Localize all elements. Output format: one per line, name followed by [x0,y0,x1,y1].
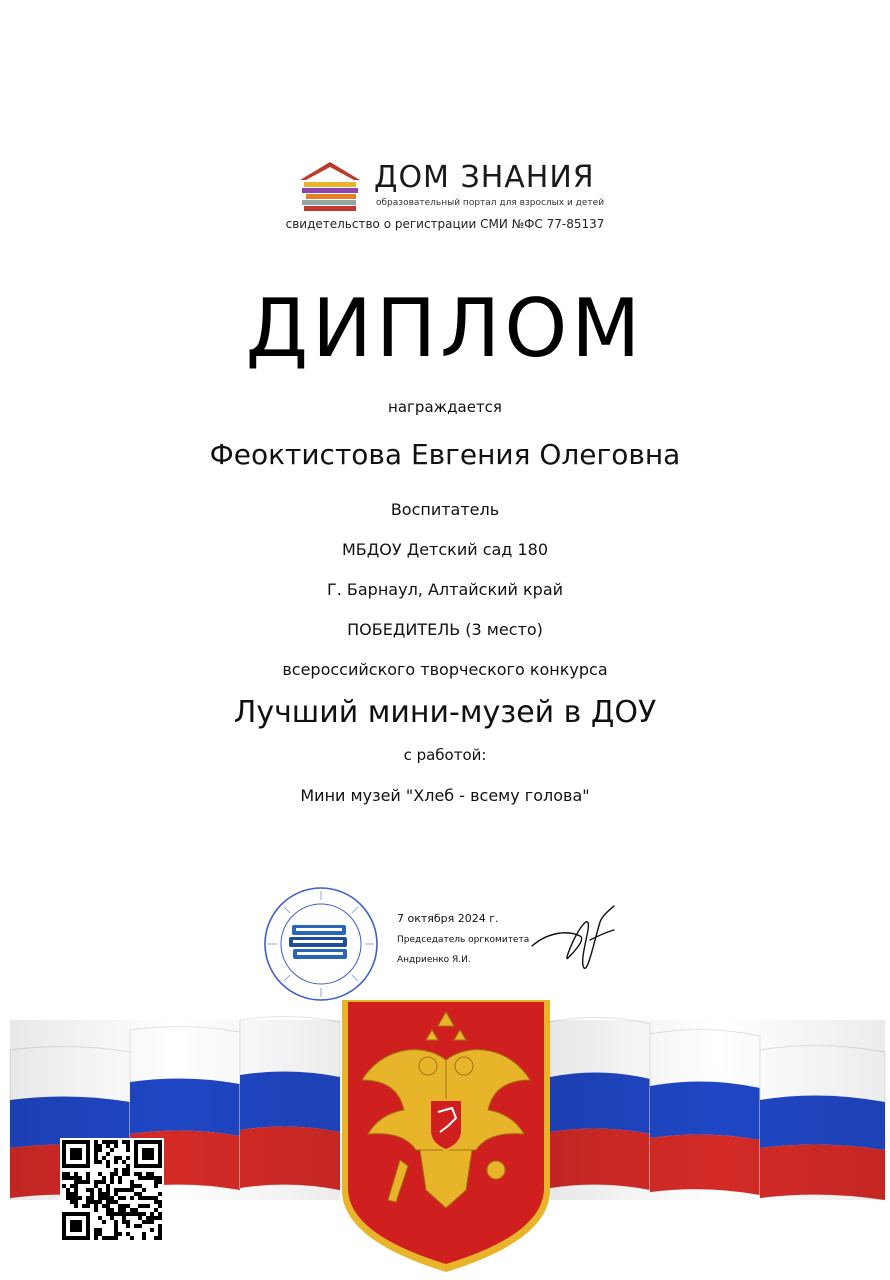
awarded-text: награждается [388,398,502,416]
diploma-title: ДИПЛОМ [245,282,645,375]
recipient-organization: МБДОУ Детский сад 180 [341,540,548,559]
contest-type: всероссийского творческого конкурса [282,660,608,679]
recipient-position: Воспитатель [390,500,500,519]
award-place: ПОБЕДИТЕЛЬ (3 место) [347,620,543,639]
right-flags [550,1017,885,1200]
chair-title: Председатель оргкомитета [397,935,530,945]
work-title: Мини музей "Хлеб - всему голова" [300,786,590,805]
issue-date: 7 октября 2024 г. [397,912,499,925]
coat-of-arms-icon [342,1000,550,1272]
with-work-label: с работой: [403,746,487,764]
chair-name: Андриенко Я.И. [397,955,471,965]
contest-name: Лучший мини-музей в ДОУ [233,695,657,730]
brand-name: ДОМ ЗНАНИЯ [374,160,595,195]
brand-tagline: образовательный портал для взрослых и детей [376,198,605,208]
qr-code-icon [60,1138,164,1242]
handwritten-signature-icon [528,902,618,974]
registration-text: свидетельство о регистрации СМИ №ФС 77-85137 [285,217,605,231]
house-books-icon [296,160,364,212]
recipient-city: Г. Барнаул, Алтайский край [326,580,564,599]
recipient-name: Феоктистова Евгения Олеговна [209,438,681,471]
organization-stamp-icon [262,885,380,1003]
